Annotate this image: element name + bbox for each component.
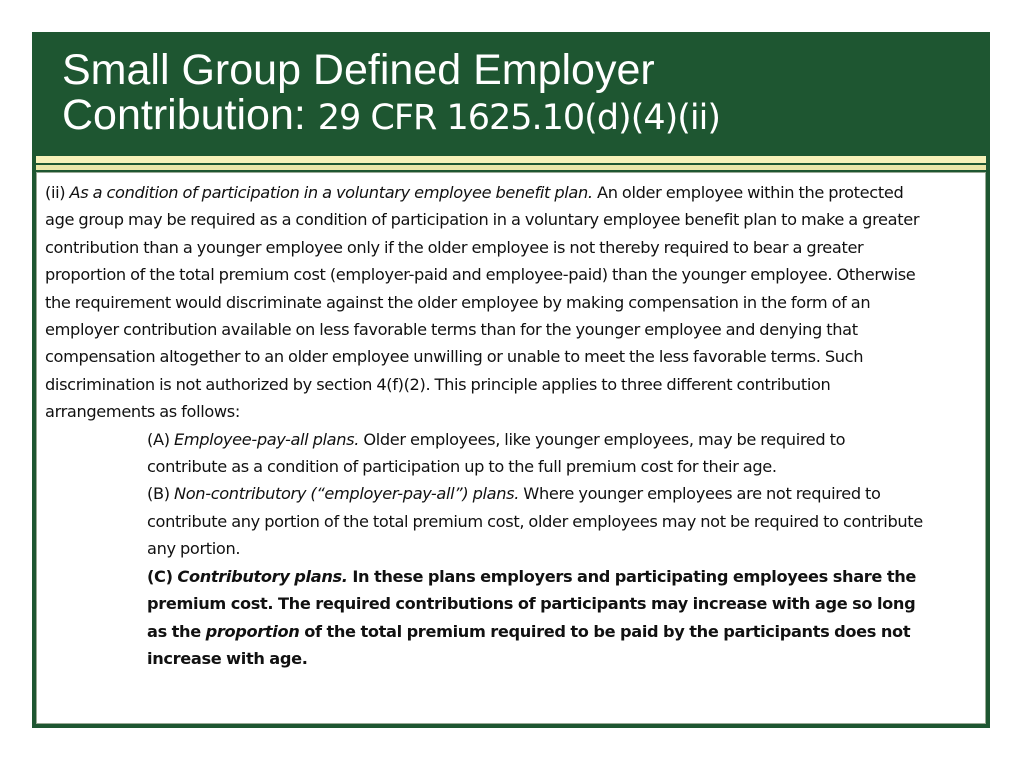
title-line-1: Small Group Defined Employer (62, 46, 655, 94)
paragraph-item-a (45, 426, 925, 481)
paragraph-item-b (45, 480, 925, 562)
item-a-label: (A) (147, 429, 174, 449)
paragraph-item-c (45, 563, 925, 673)
title-area (32, 32, 990, 154)
item-c-text-1: In these plans employers and participating employees share the premium cost. The required contributions of participants may increase with age so long as the (147, 566, 917, 641)
item-a-italic: Employee-pay-all plans. (173, 429, 360, 449)
content-box (36, 172, 986, 724)
item-b-label: (B) (147, 484, 174, 504)
paragraph-intro (45, 179, 925, 426)
title-line-2-prefix: Contribution: (62, 91, 318, 139)
item-a-text: Older employees, like younger employees, may be required to contribute as a condition of participation up to the full premium cost for their age. (147, 429, 846, 477)
slide-frame (32, 32, 990, 728)
item-c-label: (C) (147, 566, 178, 586)
item-c-text-2: of the total premium required to be paid by the participants does not increase with age. (147, 621, 911, 668)
intro-label: (ii) (45, 183, 70, 202)
item-c-italic: Contributory plans. (177, 566, 348, 586)
regulation-text (45, 179, 925, 672)
item-b-text: Where younger employees are not required to contribute any portion of the total premium cost, older employees may not be required to contribute any portion. (147, 484, 923, 559)
accent-stripe (36, 156, 986, 163)
accent-stripe-secondary (36, 165, 986, 170)
intro-text: An older employee within the protected age group may be required as a condition of participation in a voluntary employee benefit plan to make a greater contribution than a younger employee only if the older employee is not thereby required to bear a greater proportion of the total premium cost (employer-paid and employee-paid) than the younger employee. Otherwise the requirement would discriminate against the older employee by making compensation in the form of an employer contribution available on less favorable terms than for the younger employee and denying that compensation altogether to an older employee unwilling or unable to meet the less favorable terms. Such discrimination is not authorized by section 4(f)(2). This principle applies to three different contribution arrangements as follows: (45, 183, 920, 422)
slide-title (62, 48, 720, 141)
intro-italic: As a condition of participation in a voluntary employee benefit plan. (69, 183, 593, 202)
item-b-italic: Non-contributory (“employer-pay-all”) plans. (173, 484, 520, 504)
item-c-italic-2: proportion (205, 621, 300, 641)
title-citation: 29 CFR 1625.10(d)(4)(ii) (317, 98, 721, 138)
